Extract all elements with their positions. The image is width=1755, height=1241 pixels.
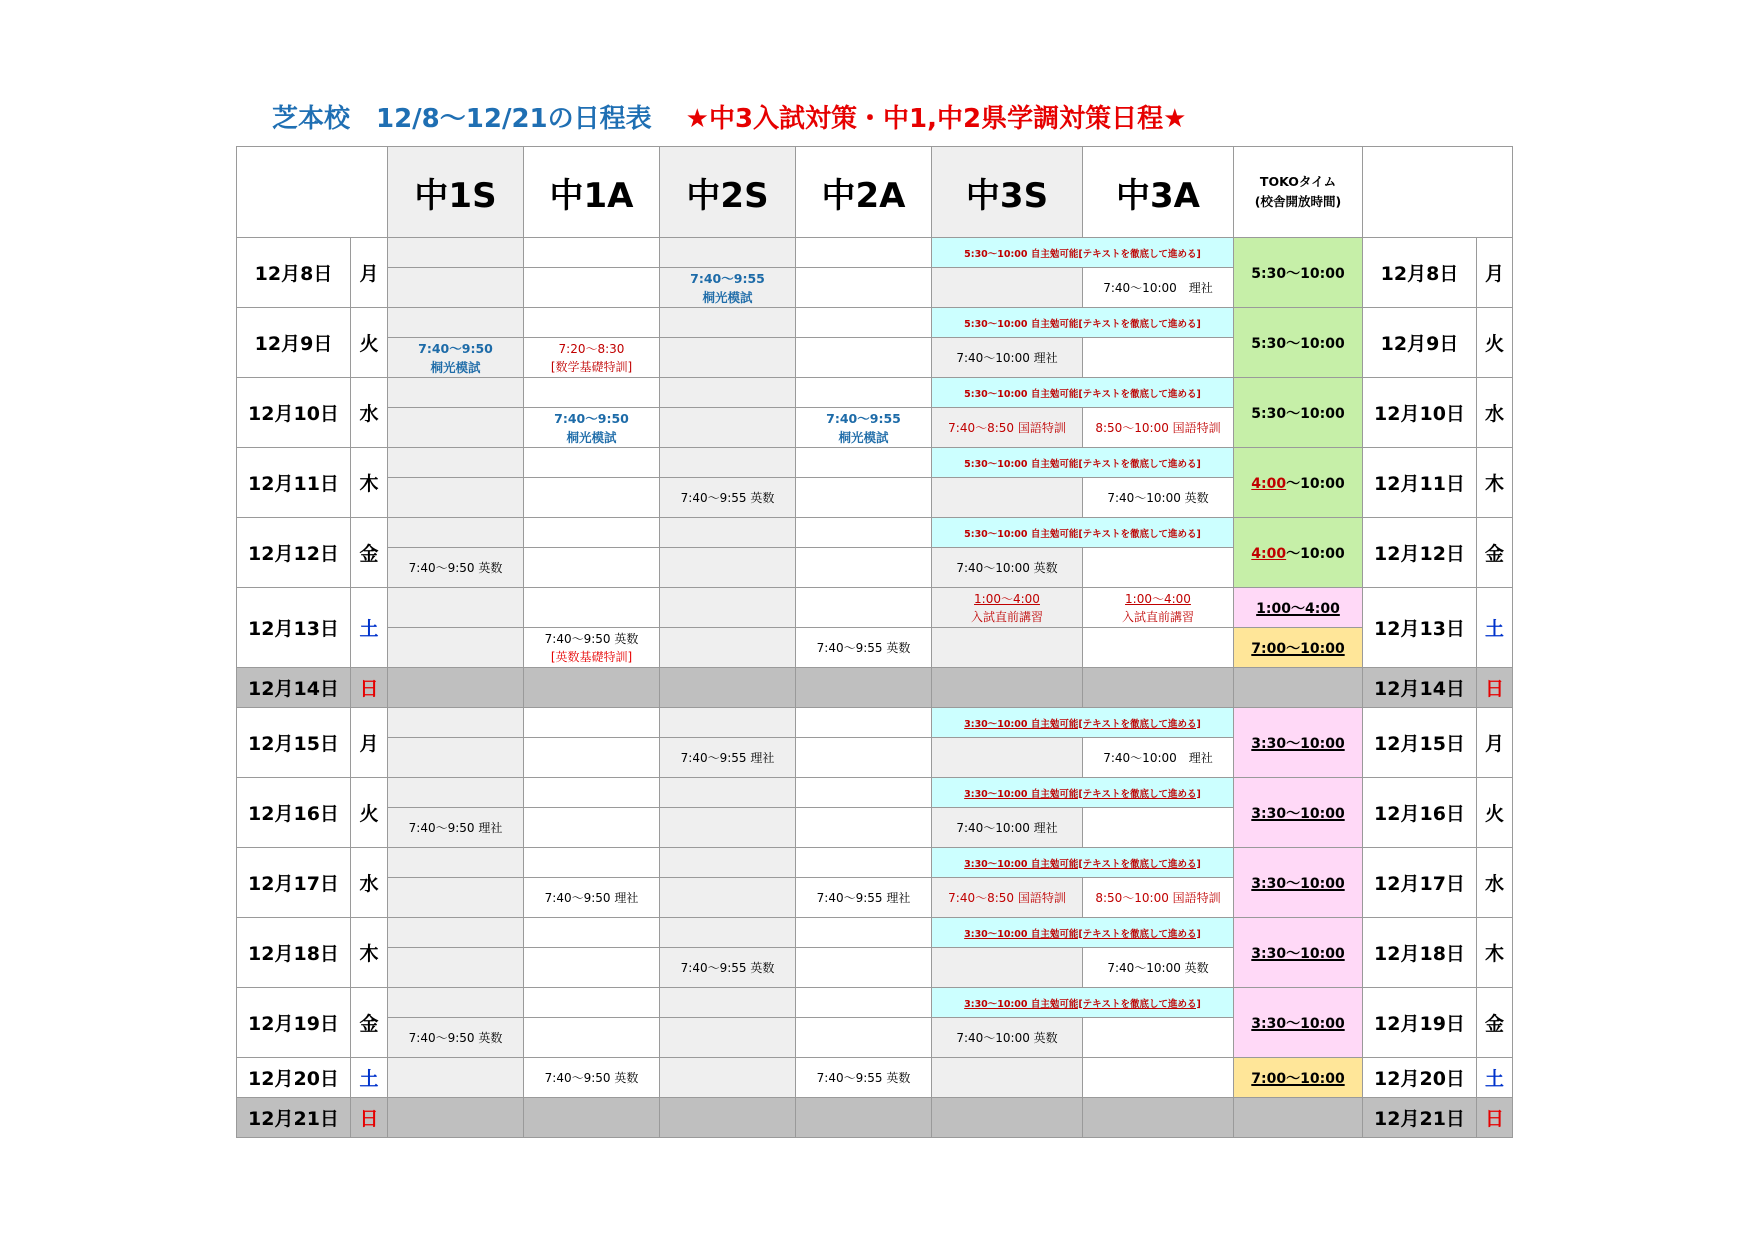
toko-cell: 4:00〜10:00 <box>1234 448 1363 518</box>
date-cell: 12月17日 <box>237 848 351 918</box>
date-cell-right: 12月9日 <box>1363 308 1477 378</box>
date-cell: 12月9日 <box>237 308 351 378</box>
date-cell-right: 12月14日 <box>1363 668 1477 708</box>
toko-cell: 1:00〜4:00 <box>1234 588 1363 628</box>
class-cell: 7:40〜9:55 英数 <box>660 948 796 988</box>
date-cell-right: 12月10日 <box>1363 378 1477 448</box>
class-cell: 7:40〜8:50 国語特訓 <box>932 408 1083 448</box>
table-row <box>237 1058 1513 1098</box>
header-row <box>237 147 1513 238</box>
self-study-cell: 3:30〜10:00 自主勉可能[テキストを徹底して進める] <box>932 778 1234 808</box>
date-cell: 12月11日 <box>237 448 351 518</box>
class-cell: 7:20〜8:30 [数学基礎特訓] <box>524 338 660 378</box>
self-study-cell: 5:30〜10:00 自主勉可能[テキストを徹底して進める] <box>932 308 1234 338</box>
header-c2s: 中2S <box>660 147 796 238</box>
header-toko-line1: TOKOタイム <box>1259 174 1337 189</box>
class-cell: 7:40〜9:50 英数 <box>388 1018 524 1058</box>
header-toko <box>1234 147 1363 238</box>
class-cell: 8:50〜10:00 国語特訓 <box>1083 878 1234 918</box>
class-cell: 7:40〜9:50 英数 [英数基礎特訓] <box>524 628 660 668</box>
class-cell: 1:00〜4:00 入試直前講習 <box>932 588 1083 628</box>
dow-cell-right: 木 <box>1477 918 1513 988</box>
header-toko-line2: (校舎開放時間) <box>1254 194 1342 209</box>
dow-cell: 土 <box>351 588 388 668</box>
toko-cell: 3:30〜10:00 <box>1234 848 1363 918</box>
table-row <box>237 708 1513 738</box>
title-exam-plan: ★中3入試対策・中1,中2県学調対策日程★ <box>685 104 1187 134</box>
toko-cell: 3:30〜10:00 <box>1234 778 1363 848</box>
table-row <box>237 518 1513 548</box>
dow-cell-right: 金 <box>1477 988 1513 1058</box>
dow-cell-right: 土 <box>1477 588 1513 668</box>
toko-cell: 5:30〜10:00 <box>1234 308 1363 378</box>
class-cell: 7:40〜10:00 英数 <box>1083 478 1234 518</box>
toko-cell: 3:30〜10:00 <box>1234 918 1363 988</box>
dow-cell: 月 <box>351 708 388 778</box>
table-row <box>237 448 1513 478</box>
self-study-cell: 5:30〜10:00 自主勉可能[テキストを徹底して進める] <box>932 448 1234 478</box>
class-cell: 7:40〜9:50 理社 <box>388 808 524 848</box>
dow-cell: 金 <box>351 988 388 1058</box>
header-corner-right <box>1363 147 1513 238</box>
table-row <box>237 628 1513 668</box>
header-c2a: 中2A <box>796 147 932 238</box>
date-cell: 12月20日 <box>237 1058 351 1098</box>
dow-cell-right: 月 <box>1477 708 1513 778</box>
dow-cell: 火 <box>351 778 388 848</box>
class-cell: 7:40〜10:00 理社 <box>1083 738 1234 778</box>
dow-cell: 月 <box>351 238 388 308</box>
date-cell-right: 12月17日 <box>1363 848 1477 918</box>
table-row <box>237 988 1513 1018</box>
date-cell: 12月13日 <box>237 588 351 668</box>
class-cell: 7:40〜9:55 桐光模試 <box>660 268 796 308</box>
header-c3s: 中3S <box>932 147 1083 238</box>
class-cell: 7:40〜10:00 英数 <box>1083 948 1234 988</box>
date-cell-right: 12月13日 <box>1363 588 1477 668</box>
header-c1s: 中1S <box>388 147 524 238</box>
class-cell: 7:40〜9:50 理社 <box>524 878 660 918</box>
table-row <box>237 778 1513 808</box>
dow-cell-right: 火 <box>1477 308 1513 378</box>
dow-cell-right: 水 <box>1477 848 1513 918</box>
self-study-cell: 5:30〜10:00 自主勉可能[テキストを徹底して進める] <box>932 518 1234 548</box>
class-cell: 7:40〜9:50 桐光模試 <box>524 408 660 448</box>
table-row <box>237 848 1513 878</box>
table-row <box>237 668 1513 708</box>
self-study-cell: 3:30〜10:00 自主勉可能[テキストを徹底して進める] <box>932 918 1234 948</box>
dow-cell: 木 <box>351 448 388 518</box>
class-cell: 7:40〜9:55 英数 <box>660 478 796 518</box>
title-school-range: 芝本校 12/8〜12/21の日程表 <box>272 104 652 134</box>
class-cell: 7:40〜9:55 桐光模試 <box>796 408 932 448</box>
header-c1a: 中1A <box>524 147 660 238</box>
dow-cell: 木 <box>351 918 388 988</box>
toko-cell: 3:30〜10:00 <box>1234 988 1363 1058</box>
class-cell: 7:40〜10:00 理社 <box>1083 268 1234 308</box>
dow-cell: 水 <box>351 378 388 448</box>
dow-cell-right: 日 <box>1477 668 1513 708</box>
toko-cell: 7:00〜10:00 <box>1234 628 1363 668</box>
self-study-cell: 3:30〜10:00 自主勉可能[テキストを徹底して進める] <box>932 708 1234 738</box>
table-row <box>237 1098 1513 1138</box>
date-cell-right: 12月15日 <box>1363 708 1477 778</box>
dow-cell-right: 土 <box>1477 1058 1513 1098</box>
class-cell: 7:40〜8:50 国語特訓 <box>932 878 1083 918</box>
dow-cell-right: 日 <box>1477 1098 1513 1138</box>
schedule-table <box>236 146 1513 1138</box>
date-cell-right: 12月20日 <box>1363 1058 1477 1098</box>
date-cell: 12月8日 <box>237 238 351 308</box>
dow-cell: 火 <box>351 308 388 378</box>
date-cell-right: 12月12日 <box>1363 518 1477 588</box>
table-row <box>237 238 1513 268</box>
class-cell: 8:50〜10:00 国語特訓 <box>1083 408 1234 448</box>
date-cell-right: 12月8日 <box>1363 238 1477 308</box>
date-cell: 12月16日 <box>237 778 351 848</box>
dow-cell-right: 火 <box>1477 778 1513 848</box>
dow-cell-right: 木 <box>1477 448 1513 518</box>
date-cell: 12月21日 <box>237 1098 351 1138</box>
table-row <box>237 588 1513 628</box>
toko-cell: 3:30〜10:00 <box>1234 708 1363 778</box>
self-study-cell: 5:30〜10:00 自主勉可能[テキストを徹底して進める] <box>932 378 1234 408</box>
class-cell: 7:40〜9:55 英数 <box>796 1058 932 1098</box>
class-cell: 7:40〜9:55 理社 <box>796 878 932 918</box>
class-cell: 7:40〜10:00 理社 <box>932 338 1083 378</box>
class-cell: 7:40〜9:50 英数 <box>524 1058 660 1098</box>
toko-cell: 7:00〜10:00 <box>1234 1058 1363 1098</box>
toko-cell: 4:00〜10:00 <box>1234 518 1363 588</box>
page-title <box>272 98 1186 135</box>
dow-cell-right: 金 <box>1477 518 1513 588</box>
header-corner-left <box>237 147 388 238</box>
toko-cell: 5:30〜10:00 <box>1234 238 1363 308</box>
dow-cell: 日 <box>351 668 388 708</box>
dow-cell: 水 <box>351 848 388 918</box>
date-cell-right: 12月16日 <box>1363 778 1477 848</box>
dow-cell: 日 <box>351 1098 388 1138</box>
date-cell-right: 12月11日 <box>1363 448 1477 518</box>
toko-cell: 5:30〜10:00 <box>1234 378 1363 448</box>
dow-cell: 土 <box>351 1058 388 1098</box>
date-cell: 12月19日 <box>237 988 351 1058</box>
class-cell: 7:40〜10:00 理社 <box>932 808 1083 848</box>
class-cell: 7:40〜9:50 桐光模試 <box>388 338 524 378</box>
date-cell: 12月18日 <box>237 918 351 988</box>
table-row <box>237 378 1513 408</box>
date-cell-right: 12月19日 <box>1363 988 1477 1058</box>
class-cell: 1:00〜4:00 入試直前講習 <box>1083 588 1234 628</box>
date-cell: 12月10日 <box>237 378 351 448</box>
self-study-cell: 5:30〜10:00 自主勉可能[テキストを徹底して進める] <box>932 238 1234 268</box>
dow-cell-right: 水 <box>1477 378 1513 448</box>
table-row <box>237 308 1513 338</box>
class-cell: 7:40〜9:55 理社 <box>660 738 796 778</box>
dow-cell: 金 <box>351 518 388 588</box>
date-cell-right: 12月18日 <box>1363 918 1477 988</box>
class-cell: 7:40〜10:00 英数 <box>932 1018 1083 1058</box>
class-cell: 7:40〜9:55 英数 <box>796 628 932 668</box>
self-study-cell: 3:30〜10:00 自主勉可能[テキストを徹底して進める] <box>932 848 1234 878</box>
date-cell-right: 12月21日 <box>1363 1098 1477 1138</box>
date-cell: 12月14日 <box>237 668 351 708</box>
header-c3a: 中3A <box>1083 147 1234 238</box>
date-cell: 12月15日 <box>237 708 351 778</box>
class-cell: 7:40〜10:00 英数 <box>932 548 1083 588</box>
dow-cell-right: 月 <box>1477 238 1513 308</box>
self-study-cell: 3:30〜10:00 自主勉可能[テキストを徹底して進める] <box>932 988 1234 1018</box>
class-cell: 7:40〜9:50 英数 <box>388 548 524 588</box>
date-cell: 12月12日 <box>237 518 351 588</box>
table-row <box>237 918 1513 948</box>
